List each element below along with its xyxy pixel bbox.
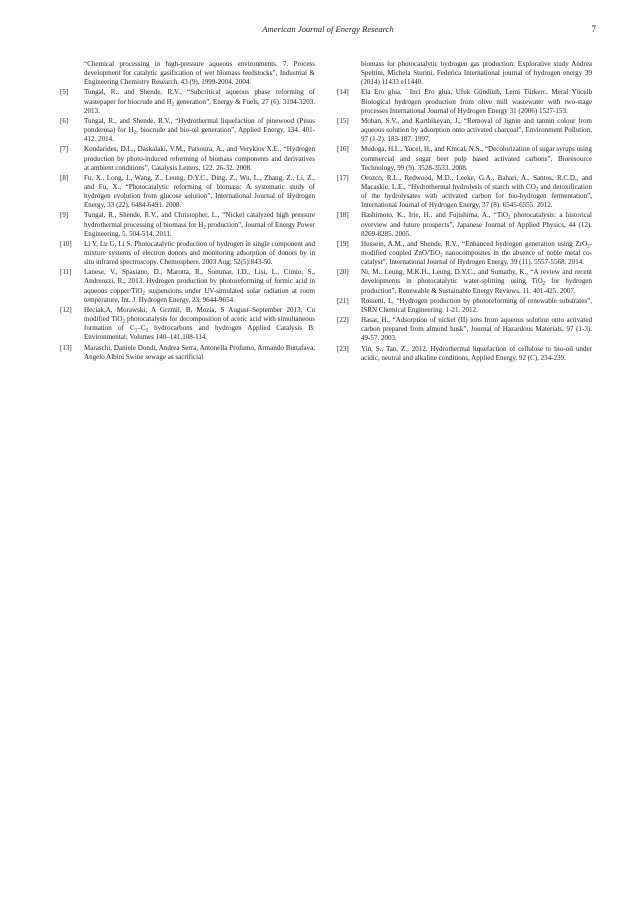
reference-entry	[337, 240, 592, 267]
reference-text: Heciak,A, Morawski, A Grzmil, B, Mozia, S August–September 2013; Cu modified TiO$_2$ photocatalysts for decomposition of acetic acid with simultaneous formation of $C_1-C_3$ hydrocarbons and hydrogen Applied Catalysis B: Environmental; Volumes 140–141,108-114.	[84, 305, 315, 342]
reference-text: Tungal, R., and Shende, R.V., “Hydrothermal liquefaction of pinewood (Pinus ponderosa) for $H_2$, biocrude and bio-oil generation”, Applied Energy, 134. 401-412. 2014.	[84, 116, 315, 144]
right-reference-column	[337, 60, 592, 364]
reference-entry	[337, 316, 592, 343]
reference-text: Orozco, R.L., Redwood, M.D., Leeke, G.A., Bahari, A., Santos, R.C.D., and Macaskie, L.E., “Hydrothermal hydrolysis of starch with $CO_2$ and detoxification of the hydrolysates with activated carbon for bio-hydrogen fermentation”, International Journal of Hydrogen Energy, 37 (8). 6545-6555. 2012.	[361, 173, 592, 210]
reference-entry	[60, 88, 315, 115]
reference-entry	[60, 174, 315, 210]
reference-number: [11]	[60, 268, 72, 277]
journal-title: American Journal of Energy Research	[262, 24, 394, 34]
reference-text: Rossetti, I., “Hydrogen production by photoreforming of renewable substrates”, ISRN Chemical Engineering. 1-21. 2012.	[361, 296, 592, 314]
reference-entry	[337, 174, 592, 210]
reference-text: Ela Ero glua, ˙Inci Ero glua, Ufuk Gündüzb, Lemi Türkerc, Meral Yücelb Biological hydrogen production from olive mill wastewater with two-stage processes International Journal of Hydrogen Energy 31 (2006) 1527-153.	[361, 88, 592, 115]
reference-number: [17]	[337, 173, 349, 182]
reference-number: [14]	[337, 88, 349, 97]
reference-text: Mudoga, H.L., Yucel, H., and Kincal, N.S., “Decolorization of sugar syrups using commercial and sugar beet pulp based activated carbons”, Bioresource Technology, 99 (9). 3528-3533. 2008.	[361, 145, 592, 172]
reference-entry	[60, 344, 315, 362]
reference-number: [21]	[337, 296, 349, 305]
reference-number: [10]	[60, 239, 72, 248]
reference-number: [5]	[60, 88, 69, 97]
reference-number: [6]	[60, 116, 69, 125]
reference-text: Tungal, R., Shende, R.V., and Christopher, L., “Nickel catalyzed high pressure hydrothermal processing of biomass for $H_2$ production”, Journal of Energy Power Engineering, 5. 504-514. 2011.	[84, 211, 316, 238]
reference-text: Kondarides, D.L., Daskalaki, V.M., Patsoura, A., and Verykios X.E., “Hydrogen production by photo-induced reforming of biomass components and derivatives at ambient conditions”, Catalysis Letters, 122. 26-32. 2008.	[84, 145, 315, 172]
reference-number: [8]	[60, 173, 69, 182]
reference-text: Fu, X., Long, J., Wang, Z., Leung, D.Y.C., Ding, Z., Wu, L., Zhang, Z., Li, Z., and Fu, X., “Photocatalytic reforming of biomass: A systematic study of hydrogen evolution from glucose solution”, International Journal of Hydrogen Energy, 33 (22), 6484-6491. 2008.	[84, 173, 315, 210]
reference-entry	[337, 117, 592, 144]
reference-text: Hasar, H., “Adsorption of nickel (II) ions from aqueous solution onto activated carbon prepared from almond husk”, Journal of Hazardous Materials, 97 (1-3). 49-57. 2003.	[361, 316, 592, 343]
reference-entry	[337, 297, 592, 315]
reference-entry	[60, 240, 315, 267]
reference-entry	[337, 211, 592, 238]
reference-list-left	[60, 88, 315, 361]
reference-number: [13]	[60, 343, 72, 352]
reference-entry	[337, 145, 592, 172]
reference-text: Hussein, A.M., and Shende, R.V., “Enhanced hydrogen generation using ZrO$_2$-modified coupled ZnO/TiO$_2$ nanocomposites in the absence of noble metal co-catalyst”, International Journal of Hydrogen Energy, 39 (11). 5557-5568. 2014.	[361, 239, 592, 267]
reference-text: Li Y, Lu G, Li S. Photocatalytic production of hydrogen in single component and mixture systems of electron donors and monitoring adsorption of donors by in situ infrared spectroscopy. Chemosphere. 2003 Aug; 52(5):843-50.	[84, 239, 315, 267]
reference-number: [16]	[337, 145, 349, 154]
reference-number: [9]	[60, 211, 69, 220]
reference-entry	[60, 306, 315, 342]
reference-number: [22]	[337, 316, 349, 325]
reference-text: Hashimoto, K., Irie, H., and Fujishima, A., “TiO$_2$ photocatalysis: a historical overview and future prospects”, Japanese Journal of Applied Physics, 44 (12). 8269-8285. 2005.	[361, 211, 592, 238]
reference-number: [7]	[60, 145, 69, 154]
page-number: 7	[591, 24, 596, 34]
reference-entry	[60, 268, 315, 304]
reference-entry	[60, 211, 315, 238]
reference-number: [18]	[337, 211, 349, 220]
reference-number: [12]	[60, 305, 72, 314]
reference-number: [19]	[337, 239, 349, 248]
reference-entry	[337, 88, 592, 115]
reference-text: Maraschi, Daniele Dondi, Andrea Serra, Antonella Profumo, Armando Buttafava, Angelo Albini Swine sewage as sacrificial	[84, 343, 315, 361]
reference-text: Tungal, R., and Shende, R.V., “Subcritical aqueous phase reforming of wastepaper for biocrude and $H_2$ generation”, Energy & Fuels, 27 (6). 3194-3203. 2013.	[84, 88, 315, 115]
page-header	[60, 22, 596, 36]
reference-number: [15]	[337, 116, 349, 125]
reference-entry	[337, 268, 592, 295]
reference-entry	[337, 345, 592, 363]
left-reference-column	[60, 60, 315, 363]
reference-list-right	[337, 88, 592, 362]
reference-text: Ni, M., Leung, M.K.H., Leung, D.Y.C., and Sumathy, K., “A review and recent developments in photocatalytic water-splitting using TiO$_2$ for hydrogen production”, Renewable & Sustainable Energy Reviews, 11. 401-425. 2007.	[361, 268, 592, 295]
reference-number: [23]	[337, 344, 349, 353]
reference-text: Lanese, V., Spasiano, D., Marotta, R., Sommar, I.D., Lisi, L., Cimio, S., Andreozzi, R., 2013. Hydrogen production by photoreforming of formic acid in aqueous copper/TiO$_2$ suspensions under UV-simulated solar radiation at room temperature, Int. J. Hydrogen Energy, 23, 9644-9654.	[84, 268, 315, 304]
reference-number: [20]	[337, 268, 349, 277]
reference-entry	[60, 145, 315, 172]
reference-entry	[60, 117, 315, 144]
reference-continuation-left: “Chemical processing in high-pressure aqueous environments. 7. Process development for catalytic gasification of wet biomass feedstocks”, Industrial & Engineering Chemistry Research, 43 (9). 1999-2004. 2004.	[84, 60, 315, 87]
reference-text: Yin, S., Tan, Z., 2012. Hydrothermal liquefaction of cellulose to bio-oil under acidic, neutral and alkaline conditions, Applied Energy, 92 (C), 234-239.	[361, 344, 592, 362]
reference-text: Mohan, S.V., and Karthikeyan, J., “Removal of lignin and tannin colour from aqueous solution by adsorption onto activated charcoal”, Environment Pollution, 97 (1-2). 183-187. 1997.	[361, 116, 592, 144]
reference-continuation-right: biomass for photocatalytic hydrogen gas production: Explorative study Andrea Speltini, Michela Sturini, Federica International journal of hydrogen energy 39 (2014) 11433 e11440.	[361, 60, 592, 87]
